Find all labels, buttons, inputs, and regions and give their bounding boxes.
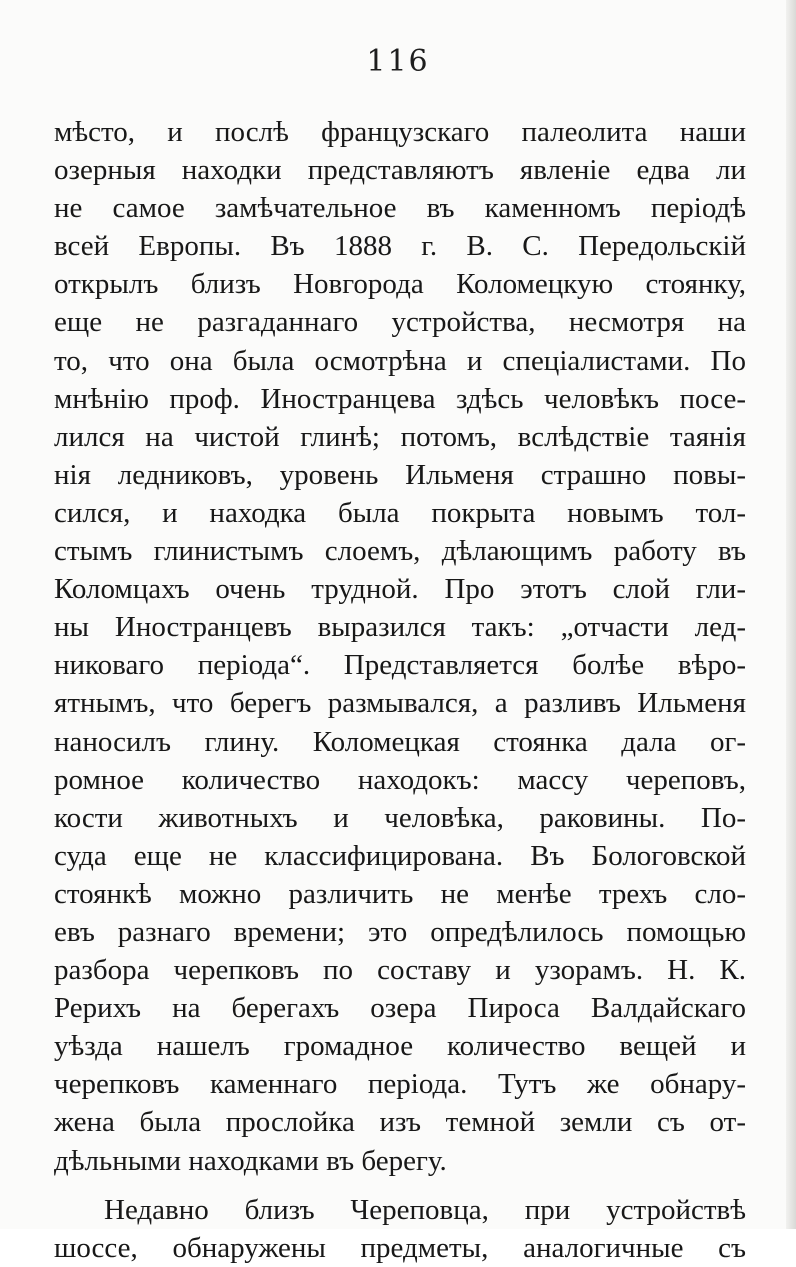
paragraph [54, 113, 746, 1180]
text-line: наносилъ глину. Коломецкая стоянка дала ог- [54, 725, 746, 758]
paragraph-gap [54, 1180, 746, 1191]
text-line: стоянкѣ можно различить не менѣе трехъ сло- [54, 877, 746, 910]
text-line: ятнымъ, что берегъ размывался, а разливъ Ильменя [54, 687, 746, 720]
page-number: 116 [366, 44, 430, 79]
text-line: Недавно близъ Череповца, при устройствѣ [104, 1193, 746, 1226]
text-line: жена была прослойка изъ темной земли съ от- [54, 1106, 746, 1139]
text-line: уѣзда нашелъ громадное количество вещей и [54, 1030, 746, 1063]
text-line: никоваго періода“. Представляется болѣе вѣро- [54, 649, 746, 682]
text-line: открылъ близъ Новгорода Коломецкую стоянку, [54, 268, 746, 301]
text-line: то, что она была осмотрѣна и спеціалистами. По [54, 344, 746, 377]
text-line: ромное количество находокъ: массу череповъ, [54, 763, 746, 796]
text-line: евъ разнаго времени; это опредѣлилось помощью [54, 915, 746, 948]
text-line: мнѣнію проф. Иностранцева здѣсь человѣкъ посе- [54, 382, 746, 415]
text-line: еще не разгаданнаго устройства, несмотря на [54, 306, 746, 339]
text-line: озерныя находки представляютъ явленіе едва ли [54, 154, 746, 187]
body-text [54, 113, 746, 1267]
text-line: кости животныхъ и человѣка, раковины. По- [54, 801, 746, 834]
text-line: мѣсто, и послѣ французскаго палеолита наши [54, 116, 746, 148]
text-line: разбора черепковъ по составу и узорамъ. Н. К. [54, 954, 746, 987]
text-line: шоссе, обнаружены предметы, аналогичные съ [54, 1231, 746, 1264]
text-line: нія ледниковъ, уровень Ильменя страшно повы- [54, 458, 746, 491]
text-line: всей Европы. Въ 1888 г. В. С. Передольскій [54, 230, 746, 263]
text-line: суда еще не классифицирована. Въ Бологовской [54, 839, 746, 872]
text-line: не самое замѣчательное въ каменномъ періодѣ [54, 192, 746, 225]
text-line: дѣльными находками въ берегу. [54, 1144, 447, 1177]
text-line: черепковъ каменнаго періода. Тутъ же обнару- [54, 1068, 746, 1101]
text-line: сился, и находка была покрыта новымъ тол- [54, 496, 746, 529]
text-line: лился на чистой глинѣ; потомъ, вслѣдствіе таянія [54, 420, 746, 453]
text-line: Рерихъ на берегахъ озера Пироса Валдайскаго [54, 992, 746, 1025]
text-line: Коломцахъ очень трудной. Про этотъ слой гли- [54, 573, 746, 606]
text-line: ны Иностранцевъ выразился такъ: „отчасти лед- [54, 611, 746, 644]
text-line: стымъ глинистымъ слоемъ, дѣлающимъ работу въ [54, 535, 746, 568]
page-edge-shadow [786, 0, 796, 1229]
